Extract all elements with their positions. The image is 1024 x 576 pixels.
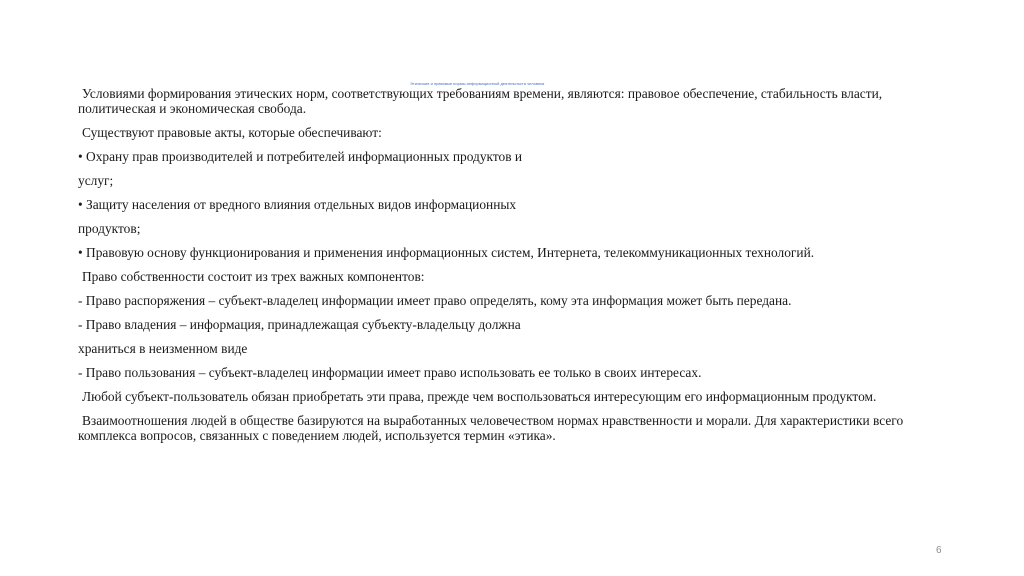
paragraph-ethics: Взаимоотношения людей в обществе базируются на выработанных человечеством нормах нравственности и морали. Для характеристики всего комплекса вопросов, связанных с поведением людей, используется термин «этика». [78, 413, 904, 443]
item-right-use: - Право пользования – субъект-владелец информации имеет право использовать ее только в своих интересах. [78, 365, 702, 380]
paragraph-ownership: Право собственности состоит из трех важных компонентов: [82, 269, 425, 284]
item-right-possession: - Право владения – информация, принадлежащая субъекту-владельцу должна [78, 317, 521, 332]
paragraph-legal-acts: Существуют правовые акты, которые обеспечивают: [82, 125, 382, 140]
bullet-protection-rights-cont: услуг; [78, 173, 114, 188]
paragraph-user-obligation: Любой субъект-пользователь обязан приобретать эти права, прежде чем воспользоваться интересующим его информационным продуктом. [82, 389, 877, 404]
slide-title: Этические и правовые нормы информационной деятельности человека [410, 81, 545, 86]
paragraph-conditions: Условиями формирования этических норм, соответствующих требованиям времени, являются: правовое обеспечение, стабильность власти, политическая и экономическая свобода. [78, 86, 883, 116]
bullet-protection-rights: • Охрану прав производителей и потребителей информационных продуктов и [78, 149, 523, 164]
bullet-protection-population-cont: продуктов; [78, 221, 141, 236]
item-right-possession-cont: храниться в неизменном виде [78, 341, 248, 356]
page-number: 6 [936, 545, 942, 556]
bullet-protection-population: • Защиту населения от вредного влияния отдельных видов информационных [78, 197, 517, 212]
slide-body [78, 86, 938, 452]
item-right-disposal: - Право распоряжения – субъект-владелец информации имеет право определять, кому эта информация может быть передана. [78, 293, 792, 308]
bullet-legal-basis: • Правовую основу функционирования и применения информационных систем, Интернета, телекоммуникационных технологий. [78, 245, 815, 260]
